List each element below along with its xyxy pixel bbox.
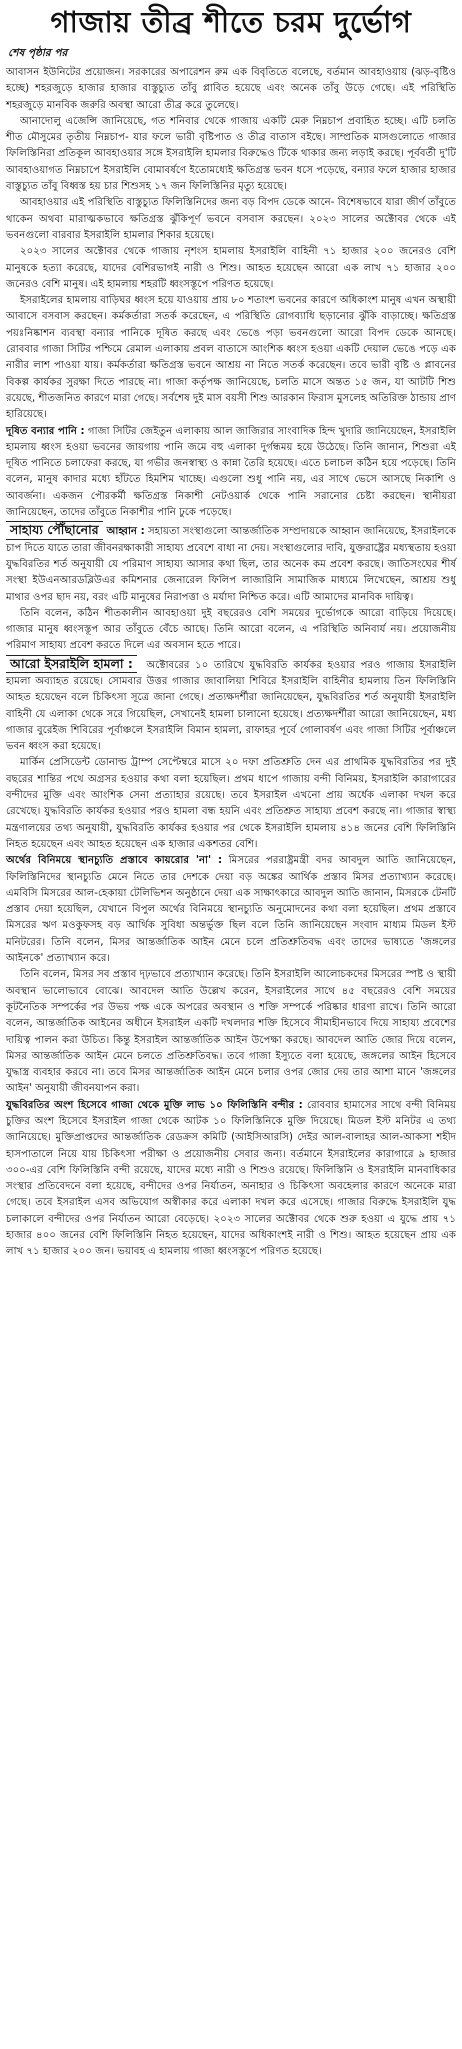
paragraph: ইসরাইলের হামলায় বাড়িঘর ধ্বংস হয়ে যাওয়ায় প্রায় ৮০ শতাংশ ভবনের কারণে অধিকাংশ মানুষ এখন অস্থায়ী আবাসে বসবাস করছেন। কর্মকর্তারা সতর্ক করেছেন, এ পরিস্থিতি রোগব্যাধি ছড়ানোর ঝুঁকি বাড়াচ্ছে। ক্ষতিগ্রস্ত পয়ঃনিষ্কাশন ব্যবস্থা বন্যার পানিকে দূষিত করছে এবং ভেঙে পড়া ভবনগুলো আরো বিপদ ডেকে আনছে। রোববার গাজা সিটির পশ্চিমে রেমাল এলাকায় প্রবল বাতাসে আংশিক ধ্বংস হওয়া একটি দেয়াল ভেঙে পড়ে এক নারীর লাশ পাওয়া যায়। কর্মকর্তারা ক্ষতিগ্রস্ত ভবনে আশ্রয় না নিতে সতর্ক করেছেন। তবে ভারী বৃষ্টি ও প্লাবনের বিকল্প কার্যকর সুরক্ষা দিতে পারছে না। গাজা কর্তৃপক্ষ জানিয়েছে, চলতি মাসে অন্তত ১৫ জন, যা আটটি শিশু রয়েছে, শীতজনিত কারণে মারা গেছে। সর্বশেষ দুই মাস বয়সী শিশু আরকান ফিরাস মুসলেহ অতিরিক্ত ঠান্ডায় প্রাণ হারিয়েছে। <box>6 295 456 421</box>
paragraph: ২০২৩ সালের অক্টোবর থেকে গাজায় নৃশংস হামলায় ইসরাইলি বাহিনী ৭১ হাজার ২০০ জনেরও বেশি মানুষকে হত্যা করেছে, যাদের বেশিরভাগই নারী ও শিশু। আহত হয়েছেন আরো এক লাখ ৭১ হাজার ২০০ জনেরও বেশি মানুষ। এই হামলায় শহরটি ধ্বংসস্তূপে পরিণত হয়েছে। <box>6 246 456 290</box>
paragraph-text: গাজা সিটির জেইতুন এলাকায় আল জাজিরার সাংবাদিক হিন্দ খুদারি জানিয়েছেন, ইসরাইলি হামলায় ধ্বংস হওয়া ভবনের জায়গায় পানি জমে বহু এলাকা দুর্গন্ধময় হয়ে উঠেছে। তিনি জানান, শিশুরা এই দূষিত পানিতে চলাফেরা করছে, যা গভীর জনস্বাস্থ্য ও কান্না তৈরি হয়েছে। এতে চলাচল কঠিন হয়ে পড়েছে। তিনি বলেন, মানুষ কাদার মধ্যে হাঁটতে হিমশিম খাচ্ছে। এগুলো শুধু পানি নয়, এর সাথে ভেসে আসছে নিকাশি ও আবর্জনা। একজন পৌরকর্মী ক্ষতিগ্রস্ত নিকাশী নেটওয়ার্ক থেকে পানি সরানোর চেষ্টা করছেন। স্থানীয়রা জানিয়েছেন, তাদের তাঁবুতে নিকাশীর পানি ঢুকে পড়েছে। <box>6 425 456 519</box>
subhead-egypt: অর্থের বিনিময়ে স্থানচ্যুতি প্রস্তাবে কায়রোর 'না' : <box>6 855 223 867</box>
subhead-attacks: আরো ইসরাইলি হামলা : <box>6 655 137 673</box>
paragraph: তিনি বলেন, মিসর সব প্রস্তাব দৃঢ়ভাবে প্রত্যাখ্যান করেছে। তিনি ইসরাইলি আলোচকদের মিসরের স্পষ্ট ও স্থায়ী অবস্থান ভালোভাবে বোঝে। আবদেল আতি উল্লেখ করেন, ইসরাইলের সাথে ৪৫ বছরেরও বেশি সময়ের কূটনৈতিক সম্পর্কের পর উভয় পক্ষ একে অপরের অবস্থান ও শক্তি সম্পর্কে পরিষ্কার ধারণা রাখে। তিনি আরো বলেন, আন্তর্জাতিক আইনের অধীনে ইসরাইল একটি দখলদার শক্তি হিসেবে সীমাহীনভাবে দিয়ে সাহায্য প্রবেশের দায়িত্ব পালন করা উচিত। কিন্তু ইসরাইল আন্তর্জাতিক আইন উপেক্ষা করছে। আবদেল আতি জোর দিয়ে বলেন, মিসর আন্তর্জাতিক আইন মেনে চলতে প্রতিশ্রুতিবদ্ধ। তবে গাজা ইস্যুতে বলা হয়েছে, জঙ্গলের আইন হিসেবে যুদ্ধাস্ত্র ব্যবহার করবে না। তবে মিসর আন্তর্জাতিক আইন মেনে চলার ওপর জোর দেয় তার আশা মানে 'জঙ্গলের আইন' অনুযায়ী জীবনযাপন করা। <box>6 969 456 1095</box>
continued-label: শেষ পৃষ্ঠার পর <box>8 47 68 59</box>
paragraph <box>6 521 456 605</box>
paragraph-text: অক্টোবরের ১০ তারিখে যুদ্ধবিরতি কার্যকর হওয়ার পরও গাজায় ইসরাইলি হামলা অব্যাহত রয়েছে। সোমবার উত্তর গাজার জাবালিয়া শিবিরে ইসরাইলি বাহিনীর হামলায় তিন ফিলিস্তিনি আহত হয়েছেন বলে চিকিৎসা সূত্রে জানা গেছে। প্রত্যক্ষদর্শীরা জানিয়েছেন, যুদ্ধবিরতির শর্ত অনুযায়ী ইসরাইলি বাহিনী যে এলাকা থেকে সরে গিয়েছিল, সেখানেই হামলা চালানো হয়েছে। প্রত্যক্ষদর্শীরা আরো জানিয়েছেন, মধ্য গাজার বুরেইজ শিবিরের পূর্বাঞ্চলে ইসরাইলি বিমান হামলা, রাফাহর পূর্বে গোলাবর্ষণ এবং গাজা সিটির পূর্বাঞ্চলে ভবন ধ্বংস করা হয়েছে। <box>6 659 456 753</box>
paragraph <box>6 853 456 967</box>
paragraph: আবাসন ইউনিটের প্রয়োজন। সরকারের অপারেশন রুম এক বিবৃতিতে বলেছে, বর্তমান আবহাওয়ায় (ঝড়-বৃষ্টিও হচ্ছে) শহরজুড়ে হাজার হাজার বাস্তুচ্যুত তাঁবু প্লাবিত হয়েছে এবং অনেক তাঁবু উড়ে গেছে। এই পরিস্থিতি শহরজুড়ে মানবিক জরুরি অবস্থা আরো তীব্র করে তুলেছে। <box>6 67 456 111</box>
paragraph <box>6 424 456 522</box>
paragraph: আনাদোলু এজেন্সি জানিয়েছে, গত শনিবার থেকে গাজায় একটি মেরু নিম্নচাপ প্রবাহিত হচ্ছে। এটি চলতি শীত মৌসুমের তৃতীয় নিম্নচাপ- যার ফলে ভারী বৃষ্টিপাত ও তীব্র বাতাস বইছে। সাম্প্রতিক মাসগুলোতে গাজার ফিলিস্তিনিরা প্রতিকূল আবহাওয়ার সঙ্গে ইসরাইলি হামলার বিরুদ্ধেও টিকে থাকার জন্য লড়াই করছে। পূর্ববর্তী দু'টি আবহাওয়াগত নিম্নচাপে ইসরাইলি বোমাবর্ষণে ইতোমধ্যেই ক্ষতিগ্রস্ত ভবন ধসে পড়েছে, বন্যার ফলে হাজার হাজার বাস্তুচ্যুত তাঁবু বিধ্বস্ত হয় চার শিশুসহ ১৭ জন ফিলিস্তিনির মৃত্যু হয়েছে। <box>6 115 456 193</box>
headline: গাজায় তীব্র শীতে চরম দুর্ভোগ <box>50 5 412 39</box>
paragraph: আবহাওয়ার এই পরিস্থিতি বাস্তুচ্যুত ফিলিস্তিনিদের জন্য বড় বিপদ ডেকে আনে- বিশেষভাবে যারা জীর্ণ তাঁবুতে থাকেন অথবা মারাত্মকভাবে ক্ষতিগ্রস্ত ঝুঁকিপূর্ণ ভবনে বসবাস করছেন। ২০২৩ সালের অক্টোবর থেকে এই ভবনগুলো বারবার ইসরাইলি হামলার শিকার হয়েছে। <box>6 197 456 241</box>
subhead-flood: দূষিত বন্যার পানি : <box>6 425 85 437</box>
paragraph <box>6 655 456 756</box>
paragraph: তিনি বলেন, কঠিন শীতকালীন আবহাওয়া দুই বছরেরও বেশি সময়ের দুর্ভোগকে আরো বাড়িয়ে দিয়েছে। গাজার মানুষ ধ্বংসস্তূপ আর তাঁবুতে বেঁচে আছে। তিনি আরো বলেন, এ পরিস্থিতি অনিবার্য নয়। প্রয়োজনীয় পরিমাণ সাহায্য প্রবেশ করতে দিলে এর অবসান হতে পারে। <box>6 607 456 652</box>
paragraph <box>6 1098 456 1261</box>
subhead-prisoners: যুদ্ধবিরতির অংশ হিসেবে গাজা থেকে মুক্তি লাভ ১০ ফিলিস্তিনি বন্দীর : <box>6 1099 303 1111</box>
paragraph-text: রোববার হামাসের সাথে বন্দী বিনিময় চুক্তির অংশ হিসেবে ইসরাইল গাজা থেকে আটক ১০ ফিলিস্তিনিকে মুক্তি দিয়েছে। মিডল ইস্ট মনিটর এ তথ্য জানিয়েছে। মুক্তিপ্রাপ্তদের আন্তর্জাতিক রেডক্রস কমিটি (আইসিআরসি) দেইর আল-বালাহর আল-আকসা শহীদ হাসপাতালে নিয়ে যায় চিকিৎসা পরীক্ষা ও প্রয়োজনীয় সেবার জন্য। বর্তমানে ইসরাইলের কারাগারে ৯ হাজার ৩০০-এর বেশি ফিলিস্তিনি বন্দী রয়েছে, যাদের মধ্যে নারী ও শিশুও রয়েছে। ফিলিস্তিনি ও ইসরাইলি মানবাধিকার সংস্থার প্রতিবেদনে বলা হয়েছে, বন্দীদের ওপর নির্যাতন, অনাহার ও চিকিৎসা অবহেলার কারণে অনেকে মারা গেছে। তবে ইসরাইল এসব অভিযোগ অস্বীকার করে এলাকা দখল করে এসেছে। গাজার বিরুদ্ধে ইসরাইলি যুদ্ধ চলাকালে বন্দীদের ওপর নির্যাতন আরো বেড়েছে। ২০২৩ সালের অক্টোবর থেকে শুরু হওয়া এ যুদ্ধে প্রায় ৭১ হাজার ৪০০ জনের বেশি ফিলিস্তিনি নিহত হয়েছেন, যাদের অধিকাংশই নারী ও শিশু। আহত হয়েছেন প্রায় এক লাখ ৭১ হাজার ২০০ জন। ভয়াবহ এ হামলায় গাজা ধ্বংসস্তূপে পরিণত হয়েছে। <box>6 1099 456 1258</box>
paragraph-text: সহায়তা সংস্থাগুলো আন্তর্জাতিক সম্প্রদায়কে আহ্বান জানিয়েছে, ইসরাইলকে চাপ দিতে যাতে তারা জীবনরক্ষাকারী সাহায্য প্রবেশে বাধা না দেয়। সংস্থাগুলোর দাবি, যুক্তরাষ্ট্রের মধ্যস্থতায় হওয়া যুদ্ধবিরতির শর্ত অনুযায়ী যে পরিমাণ সাহায্য আসার কথা ছিল, তার অনেক কম প্রবেশ করছে। জাতিসংঘের শীর্ষ সংস্থা ইউএনআরডব্লিউএর কমিশনার জেনারেল ফিলিপ লাজারিনি সামাজিক মাধ্যমে লিখেছেন, আশ্রয় শুধু মাথার ওপর ছাদ নয়, বরং এটি মানুষের নিরাপত্তা ও মর্যাদা নিশ্চিত করে। এটি আমাদের মানবিক দায়িত্ব। <box>6 526 456 603</box>
paragraph-text: মিসরের পররাষ্ট্রমন্ত্রী বদর আবদুল আতি জানিয়েছেন, ফিলিস্তিনিদের স্থানচ্যুতি মেনে নিতে তার দেশকে দেয়া বড় অঙ্কের আর্থিক প্রস্তাব মিসর প্রত্যাখ্যান করেছে। এমবিসি মিসরের আল-হেকায়া টেলিভিশন অনুষ্ঠানে দেয়া এক সাক্ষাৎকারে আবদুল আতি জানান, মিসরকে টেনটি প্রস্তাব দেয়া হয়েছিল, যেখানে বিপুল অর্থের বিনিময়ে স্থানচ্যুতি অনুমোদনের কথা বলা হয়েছিল। প্রথম প্রস্তাবে মিসরের ঋণ মওকুফসহ বড় আর্থিক সুবিধা অন্তর্ভুক্ত ছিল বলে তিনি জানিয়েছেন সংবাদ মাধ্যম মিডল ইস্ট মনিটরের। তিনি বলেন, মিসর আন্তর্জাতিক আইন মেনে চলে প্রতিশ্রুতিবদ্ধ এবং তাদের ভাষ্যতে 'জঙ্গলের আইনকে' প্রত্যাখ্যান করে। <box>6 855 456 965</box>
boxhead-aid: সাহায্য পৌঁছানোর <box>6 521 103 539</box>
paragraph: মার্কিন প্রেসিডেন্ট ডোনাল্ড ট্রাম্প সেপ্টেম্বরে মাসে ২০ দফা প্রতিশ্রুতি দেন এর প্রাথমিক যুদ্ধবিরতির পর দুই বছরের শান্তির পথে অগ্রসর হওয়ার কথা বলা হয়েছিল। প্রথম ধাপে গাজায় বন্দী বিনিময়, ইসরাইলি কারাগারের বন্দীদের মুক্তি এবং আংশিক সেনা প্রত্যাহার রয়েছে। তবে ইসরাইল এখনো প্রায় অর্ধেক এলাকা দখল করে রেখেছে। যুদ্ধবিরতি কার্যকর হওয়ার পরও হামলা বন্ধ হয়নি এবং প্রতিশ্রুত সাহায্য প্রবেশ করছে না। গাজার স্বাস্থ্য মন্ত্রণালয়ের তথ্য অনুযায়ী, যুদ্ধবিরতি কার্যকর হওয়ার পর থেকে ইসরাইলি হামলায় ৪১৪ জনের বেশি ফিলিস্তিনি নিহত হয়েছেন এবং আহত হয়েছেন এক হাজার একশতর বেশি। <box>6 757 456 850</box>
subhead-aid: আহ্বান : <box>106 526 145 538</box>
